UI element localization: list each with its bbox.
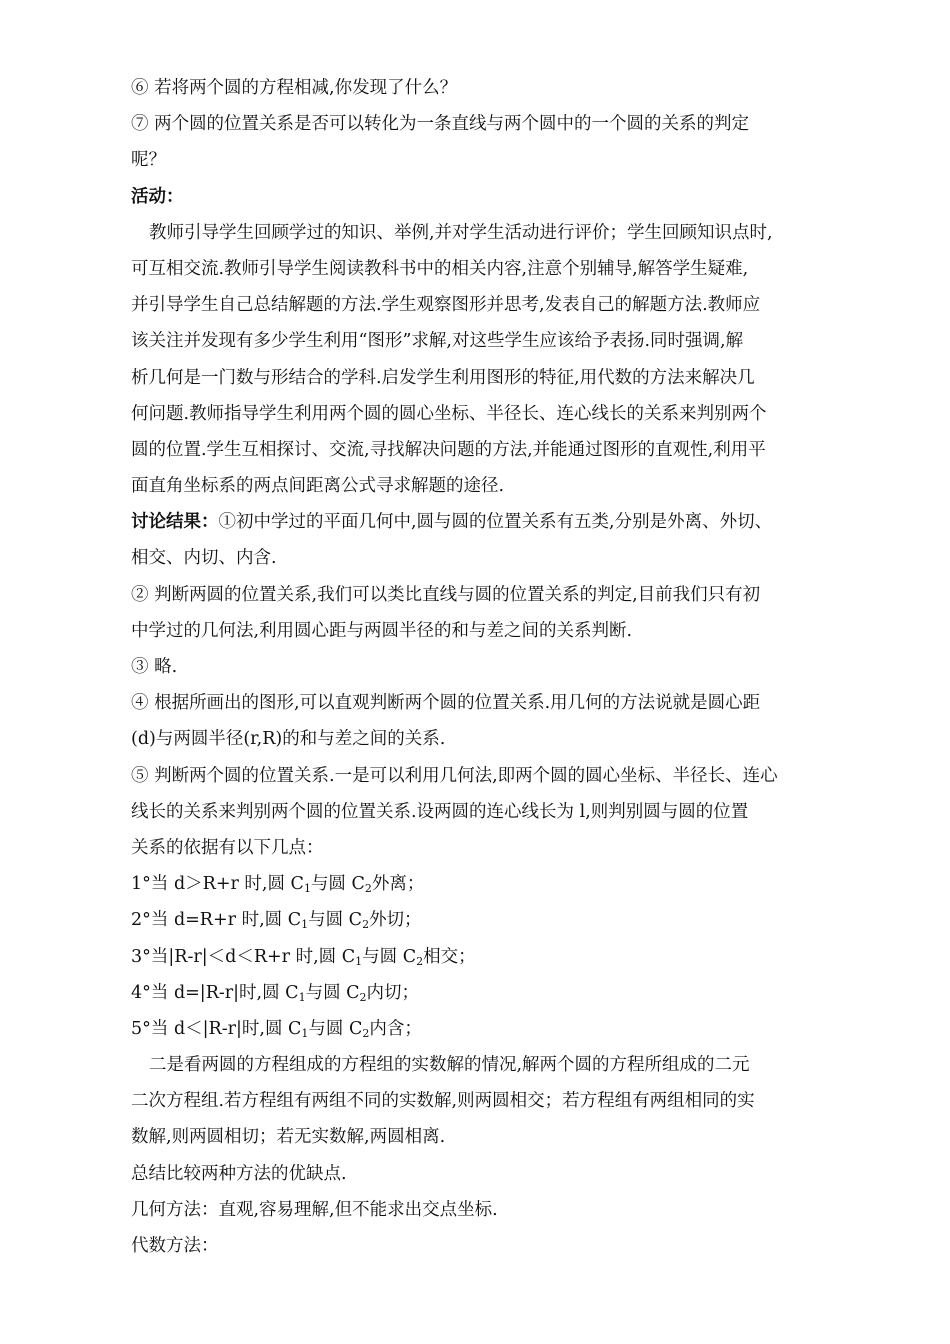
result-5: ⑤ 判断两个圆的位置关系.一是可以利用几何法,即两个圆的圆心坐标、半径长、连心: [131, 765, 778, 786]
activity-paragraph-line: 析几何是一门数与形结合的学科.启发学生利用图形的特征,用代数的方法来解决几: [131, 367, 755, 388]
subscript: 1: [355, 954, 363, 968]
algebra-paragraph-line: 二次方程组.若方程组有两组不同的实数解,则两圆相交；若方程组有两组相同的实: [131, 1091, 755, 1112]
case-result: 外离；: [371, 874, 425, 895]
subscript: 2: [364, 882, 372, 896]
subscript: 2: [362, 1026, 370, 1040]
subscript: 1: [303, 882, 311, 896]
case-item: [131, 902, 821, 938]
case-item: [131, 1011, 821, 1047]
question-7: ⑦ 两个圆的位置关系是否可以转化为一条直线与两个圆中的一个圆的关系的判定: [131, 114, 750, 135]
discussion-result: [131, 504, 821, 540]
subscript: 1: [301, 1026, 309, 1040]
activity-paragraph-line: 并引导学生自己总结解题的方法.学生观察图形并思考,发表自己的解题方法.教师应: [131, 295, 761, 316]
case-result: 外切；: [369, 910, 422, 931]
algebra-paragraph-line: 二是看两圆的方程组成的方程组的实数解的情况,解两个圆的方程所组成的二元: [149, 1055, 750, 1076]
case-mid: 与圆 C: [305, 982, 360, 1003]
case-condition: 2°当 d=R+r 时,圆 C: [131, 910, 302, 931]
summary-line: 总结比较两种方法的优缺点.: [131, 1163, 347, 1184]
subscript: 2: [416, 954, 424, 968]
case-mid: 与圆 C: [308, 1018, 363, 1039]
case-condition: 1°当 d＞R+r 时,圆 C: [131, 874, 304, 895]
subscript: 1: [298, 990, 306, 1004]
result-4: ④ 根据所画出的图形,可以直观判断两个圆的位置关系.用几何的方法说就是圆心距: [131, 693, 761, 714]
activity-paragraph-line: 可互相交流.教师引导学生阅读教科书中的相关内容,注意个别辅导,解答学生疑难,: [131, 258, 749, 279]
result-4-cont: (d)与两圆半径(r,R)的和与差之间的关系.: [131, 729, 446, 750]
case-condition: 5°当 d＜|R-r|时,圆 C: [131, 1018, 302, 1039]
case-mid: 与圆 C: [362, 946, 417, 967]
result-2-cont: 中学过的几何法,利用圆心距与两圆半径的和与差之间的关系判断.: [131, 620, 633, 641]
case-item: [131, 975, 821, 1011]
activity-paragraph-line: 该关注并发现有多少学生利用“图形”求解,对这些学生应该给予表扬.同时强调,解: [131, 331, 744, 352]
result-2: ② 判断两圆的位置关系,我们可以类比直线与圆的位置关系的判定,目前我们只有初: [131, 584, 761, 605]
case-mid: 与圆 C: [308, 910, 363, 931]
algebra-paragraph-line: 数解,则两圆相切；若无实数解,两圆相离.: [131, 1127, 446, 1148]
case-condition: 4°当 d=|R-r|时,圆 C: [131, 982, 299, 1003]
algebra-method-line: 代数方法：: [131, 1236, 219, 1256]
question-7-cont: 呢？: [131, 150, 166, 171]
case-item: [131, 939, 821, 975]
result-5-cont: 线长的关系来判别两个圆的位置关系.设两圆的连心线长为 l,则判别圆与圆的位置: [131, 801, 749, 822]
discussion-result-cont: 相交、内切、内含.: [131, 548, 277, 569]
document-page: [131, 70, 821, 1264]
result-3: ③ 略.: [131, 657, 178, 677]
question-6: ⑥ 若将两个圆的方程相减,你发现了什么？: [131, 78, 458, 98]
case-result: 相交；: [423, 946, 476, 967]
case-mid: 与圆 C: [310, 874, 365, 895]
subscript: 1: [301, 918, 309, 932]
discussion-result-label: 讨论结果：: [131, 512, 219, 533]
activity-paragraph-line: 圆的位置.学生互相探讨、交流,寻找解决问题的方法,并能通过图形的直观性,利用平: [131, 439, 766, 460]
case-result: 内切；: [366, 982, 420, 1003]
case-item: [131, 866, 821, 902]
activity-paragraph-line: 教师引导学生回顾学过的知识、举例,并对学生活动进行评价；学生回顾知识点时,: [149, 222, 773, 243]
geometry-method-line: 几何方法：直观,容易理解,但不能求出交点坐标.: [131, 1199, 498, 1220]
result-5-cont: 关系的依据有以下几点：: [131, 837, 324, 858]
subscript: 2: [362, 918, 370, 932]
activity-paragraph-line: 何问题.教师指导学生利用两个圆的圆心坐标、半径长、连心线长的关系来判别两个: [131, 403, 767, 424]
subscript: 2: [359, 990, 367, 1004]
discussion-result-text: ①初中学过的平面几何中,圆与圆的位置关系有五类,分别是外离、外切、: [218, 512, 773, 533]
activity-paragraph-line: 面直角坐标系的两点间距离公式寻求解题的途径.: [131, 476, 505, 497]
activity-heading: 活动：: [131, 186, 184, 207]
case-result: 内含；: [369, 1018, 422, 1039]
case-condition: 3°当|R-r|＜d＜R+r 时,圆 C: [131, 946, 356, 967]
